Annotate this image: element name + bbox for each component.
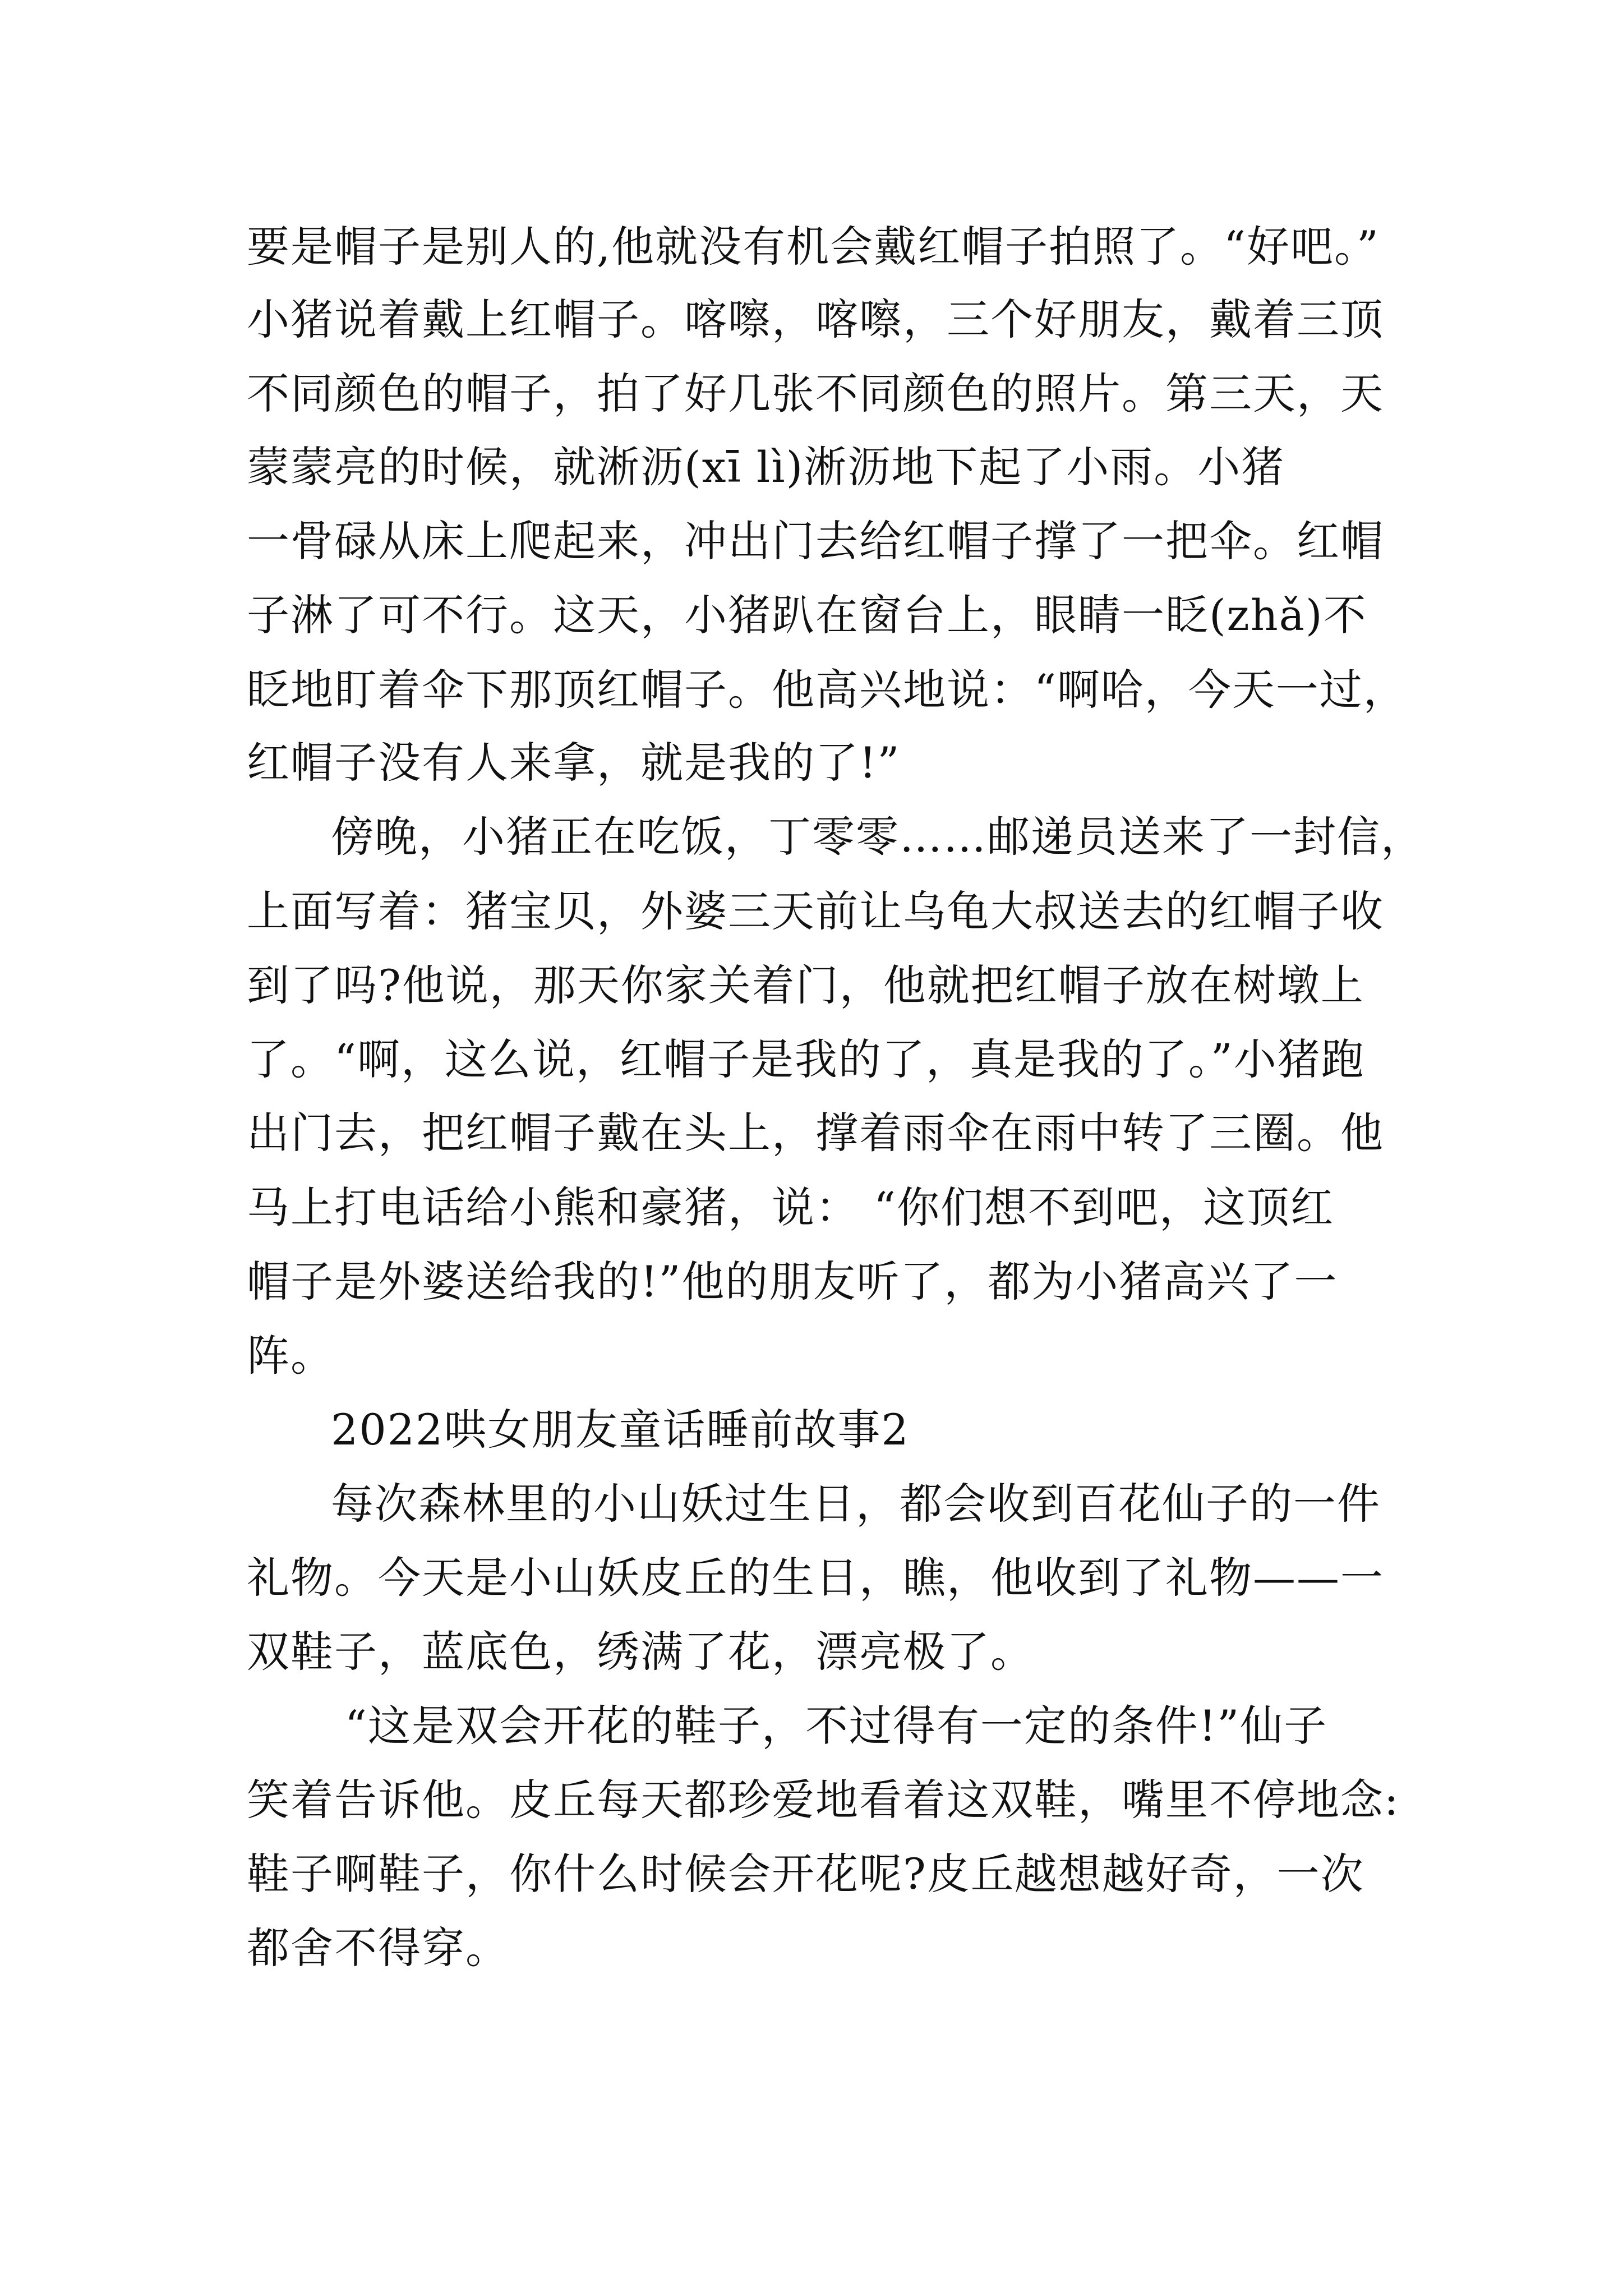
text-line: 每次森林里的小山妖过生日，都会收到百花仙子的一件 [331,1479,1381,1529]
text-line: 子淋了可不行。这天，小猪趴在窗台上，眼睛一眨(zhǎ)不 [247,590,1367,640]
text-line: “这是双会开花的鞋子，不过得有一定的条件!”仙子 [345,1701,1328,1751]
text-line: 笑着告诉他。皮丘每天都珍爱地看着这双鞋，嘴里不停地念: [247,1775,1400,1825]
text-line: 一骨碌从床上爬起来，冲出门去给红帽子撑了一把伞。红帽 [247,516,1384,566]
text-line: 傍晚，小猪正在吃饭，丁零零……邮递员送来了一封信， [331,812,1424,862]
text-line: 出门去，把红帽子戴在头上，撑着雨伞在雨中转了三圈。他 [247,1108,1384,1158]
text-line: 双鞋子，蓝底色，绣满了花，漂亮极了。 [247,1627,1034,1677]
text-line: 马上打电话给小熊和豪猪，说： “你们想不到吧，这顶红 [247,1182,1335,1232]
text-line: 上面写着：猪宝贝，外婆三天前让乌龟大叔送去的红帽子收 [247,886,1384,936]
section-title: 2022哄女朋友童话睡前故事2 [331,1405,910,1455]
text-line: 要是帽子是别人的,他就没有机会戴红帽子拍照了。“好吧。” [247,222,1380,272]
text-line: 到了吗?他说，那天你家关着门，他就把红帽子放在树墩上 [247,960,1364,1010]
text-line: 帽子是外婆送给我的!”他的朋友听了，都为小猪高兴了一 [247,1257,1338,1306]
text-line: 了。“啊，这么说，红帽子是我的了，真是我的了。”小猪跑 [247,1034,1365,1084]
text-line: 不同颜色的帽子，拍了好几张不同颜色的照片。第三天，天 [247,369,1384,418]
text-line: 蒙蒙亮的时候，就淅沥(xī lì)淅沥地下起了小雨。小猪 [247,442,1285,492]
text-line: 礼物。今天是小山妖皮丘的生日，瞧，他收到了礼物——一 [247,1553,1384,1603]
text-line: 小猪说着戴上红帽子。喀嚓，喀嚓，三个好朋友，戴着三顶 [247,295,1384,344]
text-line: 阵。 [247,1331,334,1381]
text-line: 红帽子没有人来拿，就是我的了!” [247,738,901,788]
text-line: 眨地盯着伞下那顶红帽子。他高兴地说：“啊哈，今天一过， [247,665,1407,715]
text-line: 都舍不得穿。 [247,1923,509,1973]
text-line: 鞋子啊鞋子，你什么时候会开花呢?皮丘越想越好奇，一次 [247,1849,1364,1899]
